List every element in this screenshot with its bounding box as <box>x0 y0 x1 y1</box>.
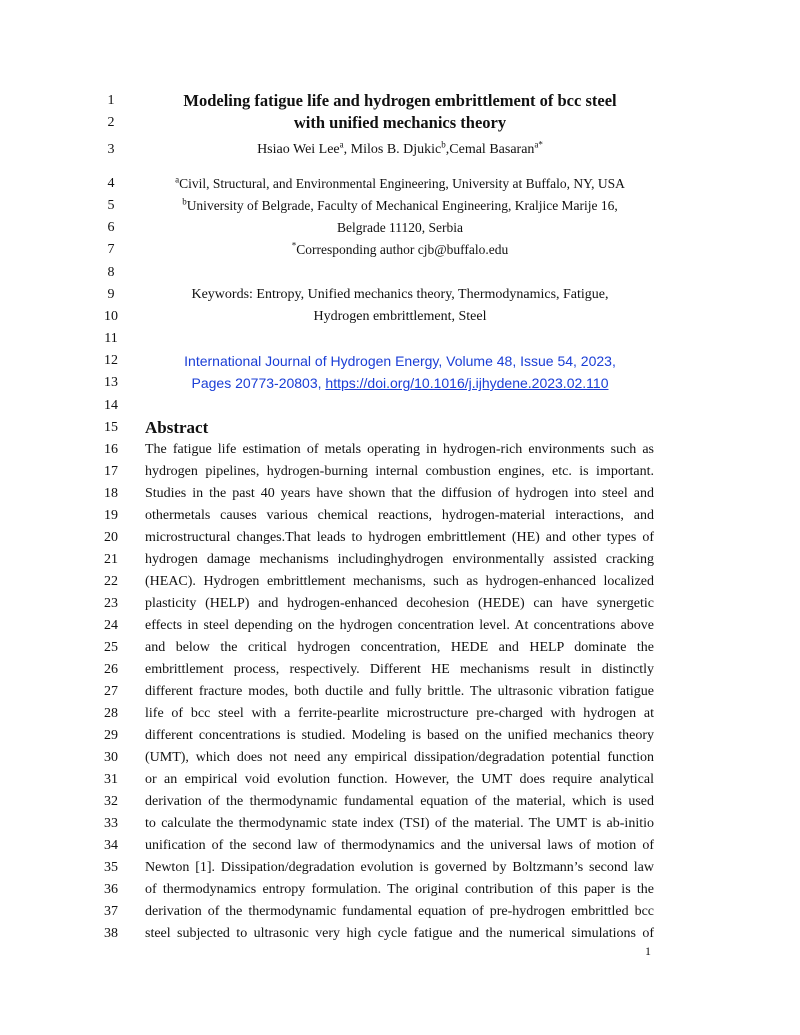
line-number: 21 <box>104 552 118 567</box>
author-name: Milos B. Djukic <box>350 142 442 157</box>
abstract-line: different concentrations is studied. Modeling is based on the unified mechanics theory <box>145 728 654 743</box>
line-number: 13 <box>104 375 118 390</box>
abstract-line: Newton [1]. Dissipation/degradation evolution is governed by Boltzmann’s second law <box>145 860 654 875</box>
affiliation-text: University of Belgrade, Faculty of Mechanical Engineering, Kraljice Marije 16, <box>186 198 618 213</box>
abstract-line: and below the critical hydrogen concentration, HEDE and HELP dominate the <box>145 640 654 655</box>
line-number: 35 <box>104 860 118 875</box>
affiliation-mark: b <box>182 196 187 207</box>
abstract-line: steel subjected to ultrasonic very high cycle fatigue and the numerical simulations of <box>145 926 654 941</box>
line-number: 33 <box>104 816 118 831</box>
line-number: 20 <box>104 530 118 545</box>
line-number: 31 <box>104 772 118 787</box>
line-number: 37 <box>104 904 118 919</box>
line-number: 10 <box>104 309 118 324</box>
line-number: 25 <box>104 640 118 655</box>
line-number: 17 <box>104 464 118 479</box>
corresponding-author <box>145 239 655 261</box>
abstract-line: The fatigue life estimation of metals operating in hydrogen-rich environments such as <box>145 442 654 457</box>
line-number: 6 <box>107 220 115 235</box>
line-number: 3 <box>107 142 115 157</box>
line-number: 9 <box>107 287 115 302</box>
citation-line-1: International Journal of Hydrogen Energy, Volume 48, Issue 54, 2023, <box>184 353 616 369</box>
line-number: 38 <box>104 926 118 941</box>
abstract-line: life of bcc steel with a ferrite-pearlite microstructure pre-charged with hydrogen at <box>145 706 654 721</box>
line-number: 5 <box>107 198 115 213</box>
affiliation-mark: a <box>175 174 180 185</box>
abstract-line: hydrogen damage mechanisms includinghydrogen environmentally assisted cracking <box>145 552 654 567</box>
line-number: 19 <box>104 508 118 523</box>
abstract-line: embrittlement process, respectively. Different HE mechanisms result in distinctly <box>145 662 654 677</box>
line-number: 22 <box>104 574 118 589</box>
abstract-heading: Abstract <box>145 418 209 437</box>
keywords-line-1: Keywords: Entropy, Unified mechanics theory, Thermodynamics, Fatigue, <box>191 287 609 302</box>
line-number: 32 <box>104 794 118 809</box>
author-name: Cemal Basaran <box>449 142 535 157</box>
abstract-line: othermetals causes various chemical reactions, hydrogen-material interactions, and <box>145 508 654 523</box>
abstract-line: hydrogen pipelines, hydrogen-burning internal combustion engines, etc. is important. <box>145 464 654 479</box>
author-list <box>145 139 655 161</box>
affiliation-b-line-1 <box>145 195 655 217</box>
doi-link[interactable]: https://doi.org/10.1016/j.ijhydene.2023.02.110 <box>325 375 609 391</box>
corresponding-text: Corresponding author cjb@buffalo.edu <box>296 242 509 257</box>
paper-title-line-1: Modeling fatigue life and hydrogen embrittlement of bcc steel <box>183 91 617 110</box>
line-number: 7 <box>107 242 115 257</box>
citation-pages: Pages 20773-20803, <box>191 375 326 391</box>
line-number: 1 <box>107 93 115 108</box>
affiliation-b-line-2: Belgrade 11120, Serbia <box>336 220 464 235</box>
abstract-line: effects in steel depending on the hydrogen concentration level. At concentrations above <box>145 618 654 633</box>
abstract-line: different fracture modes, both ductile and fully brittle. The ultrasonic vibration fatigue <box>145 684 654 699</box>
line-number: 2 <box>107 115 115 130</box>
author-affiliation-mark: a* <box>534 139 543 150</box>
line-number: 24 <box>104 618 118 633</box>
abstract-line: microstructural changes.That leads to hydrogen embrittlement (HE) and other types of <box>145 530 654 545</box>
line-number: 11 <box>104 331 118 346</box>
line-number: 36 <box>104 882 118 897</box>
author-separator: , <box>445 142 450 157</box>
keywords-line-2: Hydrogen embrittlement, Steel <box>313 309 487 324</box>
author-affiliation-mark: b <box>441 139 446 150</box>
abstract-line: (HEAC). Hydrogen embrittlement mechanisms, such as hydrogen-enhanced localized <box>145 574 654 589</box>
affiliation-text: Civil, Structural, and Environmental Engineering, University at Buffalo, NY, USA <box>179 176 625 191</box>
abstract-line: Studies in the past 40 years have shown that the diffusion of hydrogen into steel and <box>145 486 654 501</box>
line-number: 28 <box>104 706 118 721</box>
abstract-line: derivation of the thermodynamic fundamental equation of pre-hydrogen embrittled bcc <box>145 904 654 919</box>
abstract-line: unification of the second law of thermodynamics and the universal laws of motion of <box>145 838 654 853</box>
line-number: 4 <box>107 176 115 191</box>
affiliation-a <box>145 173 655 195</box>
abstract-line: or an empirical void evolution function. However, the UMT does require analytical <box>145 772 654 787</box>
abstract-line: (UMT), which does not need any empirical dissipation/degradation potential function <box>145 750 654 765</box>
line-number: 23 <box>104 596 118 611</box>
line-number: 30 <box>104 750 118 765</box>
paper-title-line-2: with unified mechanics theory <box>293 113 507 132</box>
abstract-line: derivation of the thermodynamic fundamental equation of the material, which is used <box>145 794 654 809</box>
author-affiliation-mark: a <box>339 139 344 150</box>
author-separator: , <box>343 142 351 157</box>
line-number: 15 <box>104 420 118 435</box>
line-number: 14 <box>104 398 118 413</box>
line-number: 26 <box>104 662 118 677</box>
abstract-line: to calculate the thermodynamic state index (TSI) of the material. The UMT is ab-initio <box>145 816 654 831</box>
abstract-line: of thermodynamics entropy formulation. The original contribution of this paper is the <box>145 882 654 897</box>
line-number: 27 <box>104 684 118 699</box>
citation-line-2 <box>145 372 655 394</box>
line-number: 34 <box>104 838 118 853</box>
line-number: 12 <box>104 353 118 368</box>
line-number: 16 <box>104 442 118 457</box>
corresponding-mark: * <box>291 240 297 251</box>
line-number: 18 <box>104 486 118 501</box>
page-number: 1 <box>645 944 651 958</box>
abstract-line: plasticity (HELP) and hydrogen-enhanced decohesion (HEDE) can have synergetic <box>145 596 654 611</box>
line-number: 8 <box>107 265 115 280</box>
line-number: 29 <box>104 728 118 743</box>
author-name: Hsiao Wei Lee <box>257 142 340 157</box>
